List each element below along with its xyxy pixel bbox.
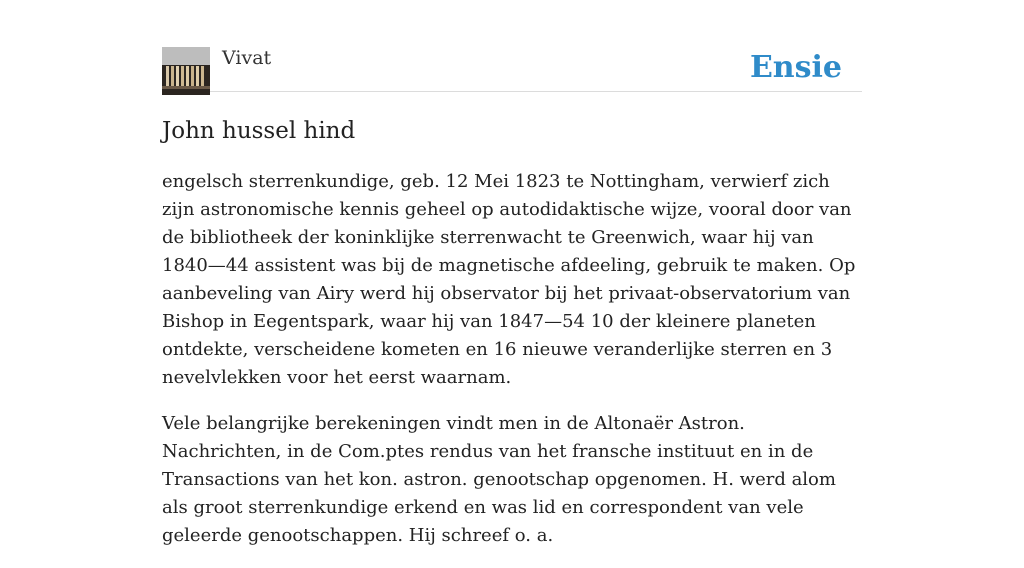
site-logo[interactable]: Ensie xyxy=(749,50,842,85)
bookshelf-avatar-icon xyxy=(162,47,210,95)
header xyxy=(162,0,862,92)
article-container xyxy=(162,0,862,546)
page-title: John hussel hind xyxy=(162,118,356,144)
avatar[interactable] xyxy=(162,47,210,95)
paragraph: Vele belangrijke berekeningen vindt men in de Altonaër Astron. Nachrichten, in de Com.ptes rendus van het fransche instituut en in de Transactions van het kon. astron. genootschap opgenomen. H. werd alom als groot sterrenkundige erkend en was lid en correspondent van vele geleerde genootschappen. Hij schreef o. a. xyxy=(162,413,836,546)
paragraph: engelsch sterrenkundige, geb. 12 Mei 1823 te Nottingham, verwierf zich zijn astronomische kennis geheel op autodidaktische wijze, vooral door van de bibliotheek der koninklijke sterrenwacht te Greenwich, waar hij van 1840—44 assistent was bij de magnetische afdeeling, gebruik te maken. Op aanbeveling van Airy werd hij observator bij het privaat-observatorium van Bishop in Eegentspark, waar hij van 1847—54 10 der kleinere planeten ontdekte, verscheidene kometen en 16 nieuwe veranderlijke sterren en 3 nevelvlekken voor het eerst waarnam. xyxy=(162,171,856,388)
author-name[interactable]: Vivat xyxy=(222,47,272,69)
article-body xyxy=(162,168,862,568)
